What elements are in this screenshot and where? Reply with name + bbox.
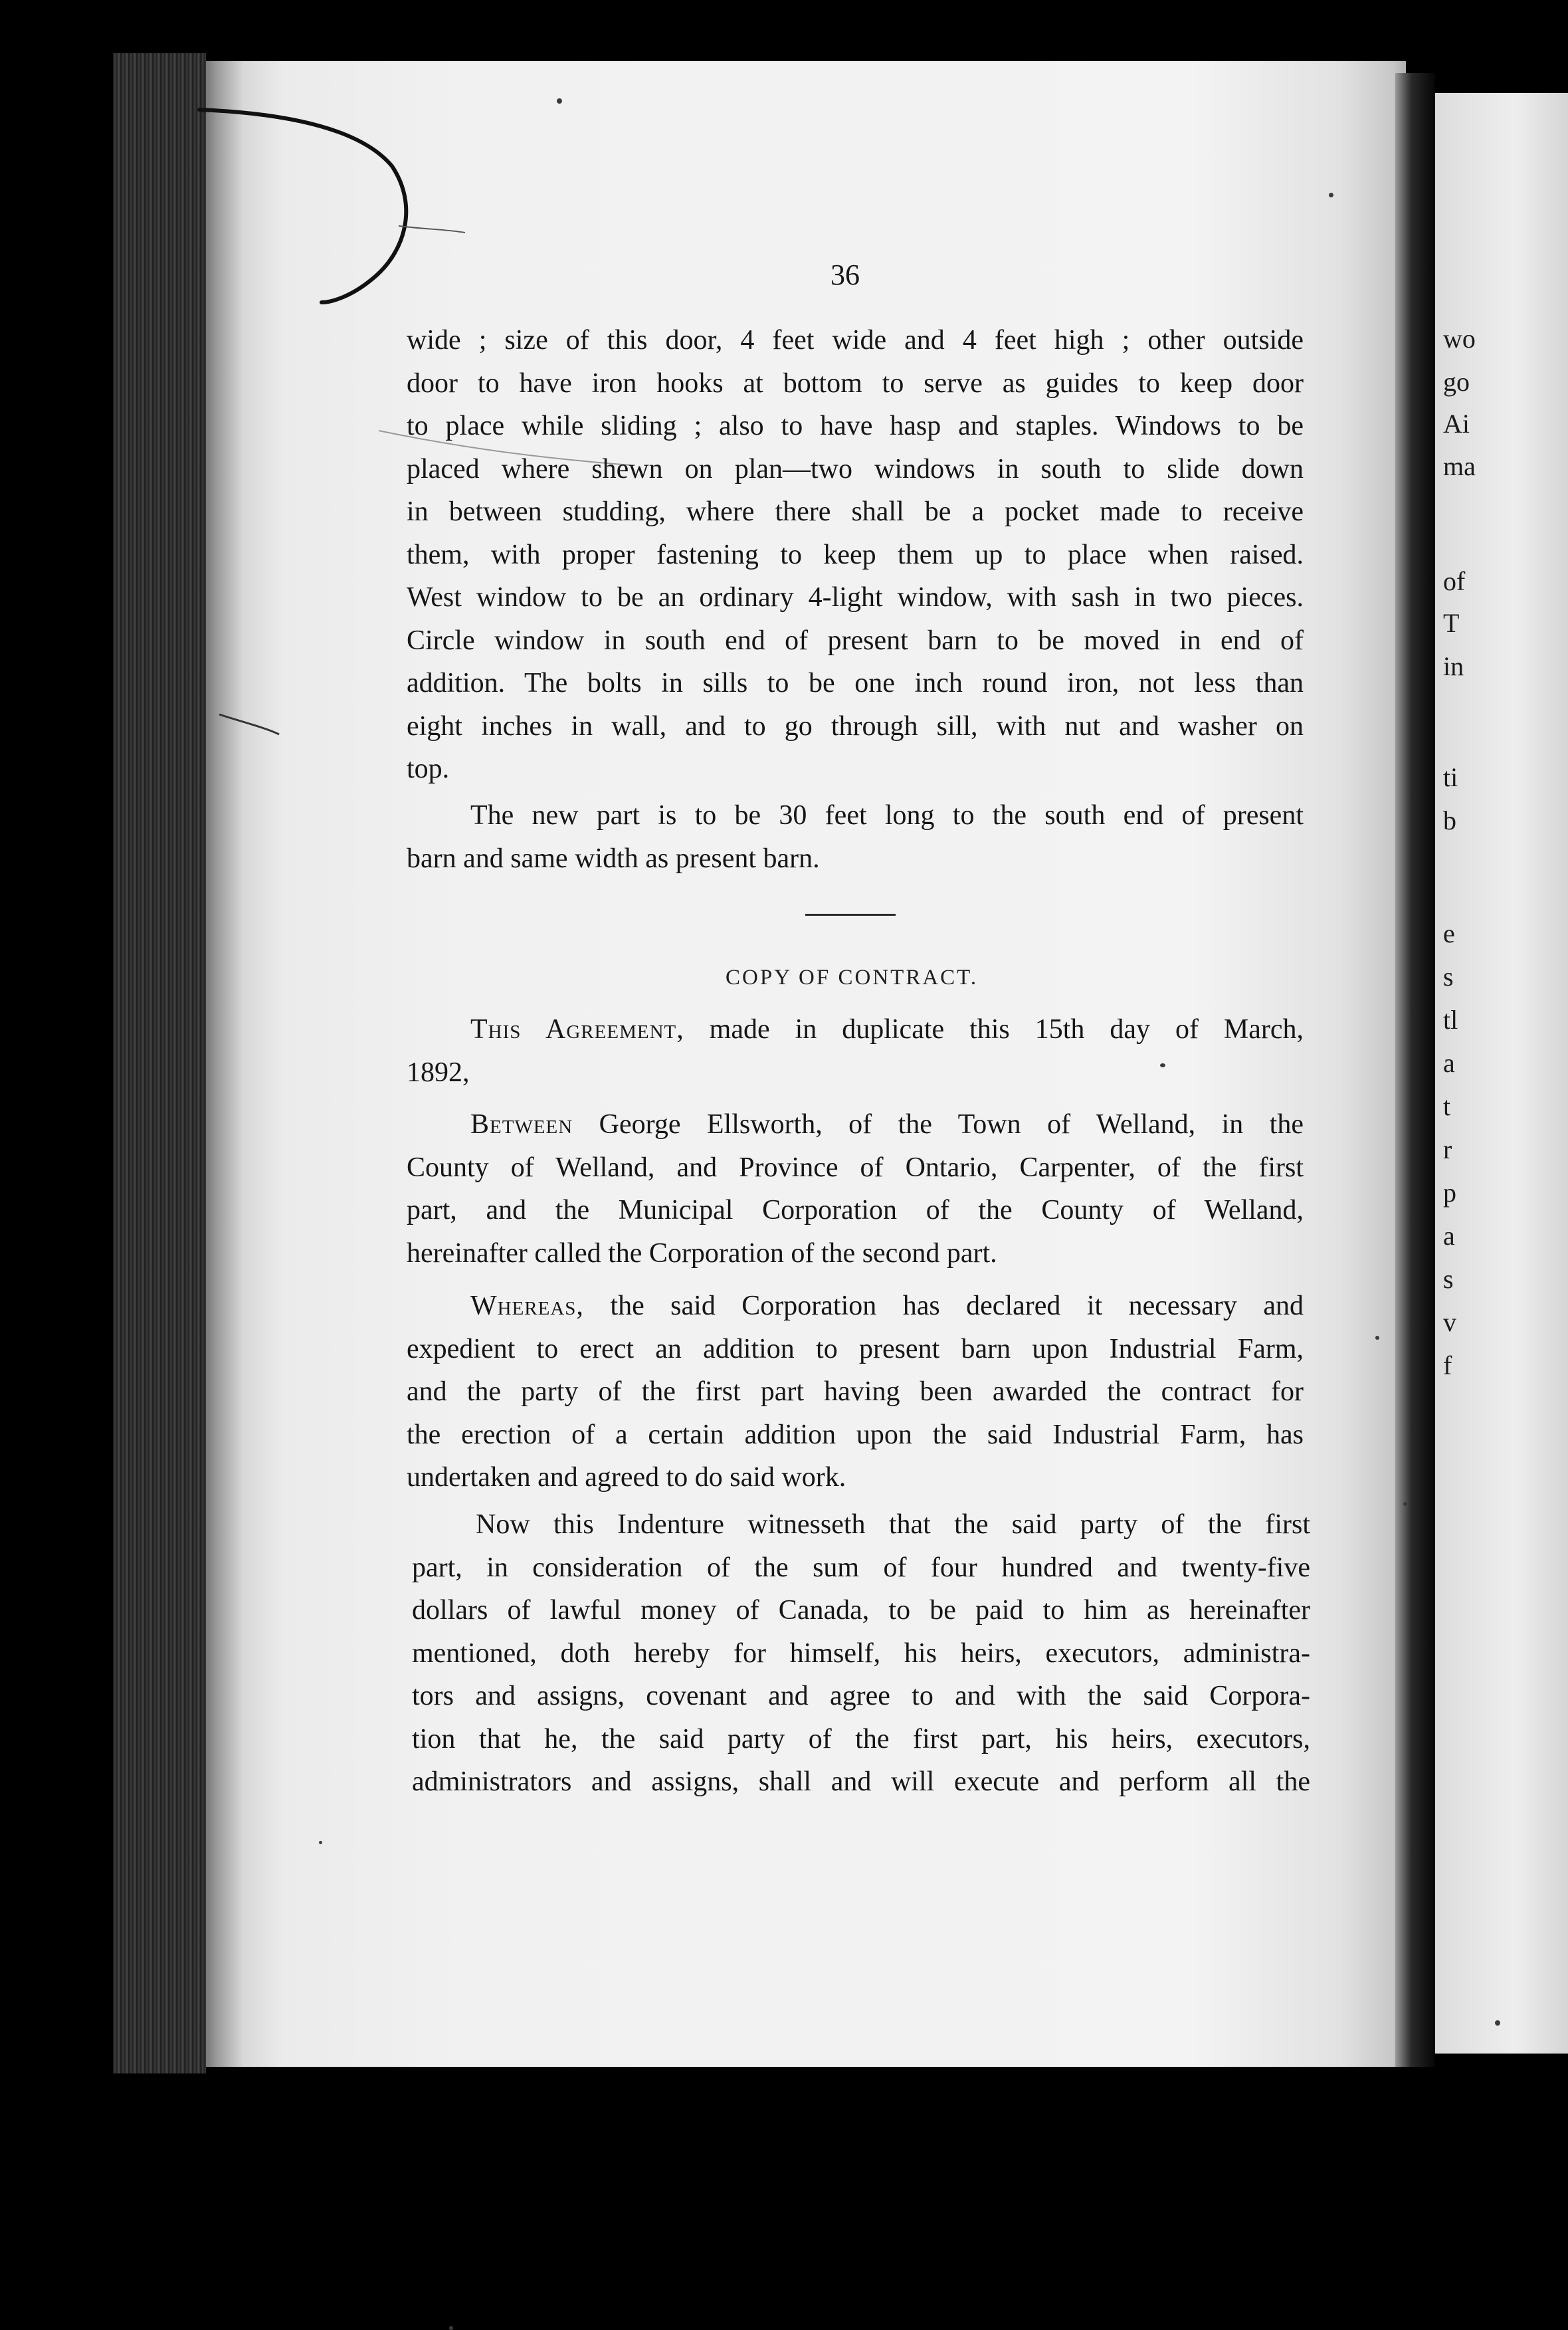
text-line: eight inches in wall, and to go through sill, with nut and washer on [407,710,1304,742]
between-paragraph [407,1103,1304,1275]
text-line: 1892, [407,1057,470,1088]
text-line: undertaken and agreed to do said work. [407,1462,846,1493]
text-line: expedient to erect an addition to present barn upon Industrial Farm, [407,1333,1304,1364]
section-heading: COPY OF CONTRACT. [726,966,979,990]
adjacent-page-fragment: s [1443,962,1454,992]
adjacent-page-fragment: T [1443,608,1460,638]
text-line: barn and same width as present barn. [407,843,820,874]
between-rest: George Ellsworth, of the Town of Welland, in the [573,1109,1304,1140]
specification-text [407,319,1304,791]
page-gutter [1395,73,1435,2067]
adjacent-page-fragment: in [1443,651,1464,681]
adjacent-page-fragment: v [1443,1307,1456,1337]
text-line [407,1008,1304,1051]
text-line: County of Welland, and Province of Ontario, Carpenter, of the first [407,1152,1304,1183]
agreement-paragraph [407,1008,1304,1094]
text-line: Now this Indenture witnesseth that the said party of the first [476,1509,1310,1540]
agreement-lead: This Agreement, [470,1014,684,1045]
text-line: and the party of the first part having been awarded the contract for [407,1376,1304,1407]
adjacent-page-fragment: b [1443,805,1456,835]
text-line: dollars of lawful money of Canada, to be paid to him as hereinafter [412,1595,1310,1626]
text-line: in between studding, where there shall be a pocket made to receive [407,496,1304,527]
adjacent-page-fragment: wo [1443,324,1476,354]
text-line: tors and assigns, covenant and agree to and with the said Corpora- [412,1681,1310,1711]
text-line: hereinafter called the Corporation of the second part. [407,1237,997,1269]
scan-speck [557,98,562,104]
adjacent-page-fragment: of [1443,566,1466,596]
page-binding-shadow [113,53,206,2073]
text-line: mentioned, doth hereby for himself, his heirs, executors, administra- [412,1638,1310,1669]
whereas-text [407,1285,1304,1499]
indenture-text [412,1503,1310,1804]
text-line: addition. The bolts in sills to be one inch round iron, not less than [407,668,1304,698]
text-line: The new part is to be 30 feet long to the south end of present [470,800,1304,831]
adjacent-page-fragment: a [1443,1221,1455,1251]
adjacent-page-fragment: a [1443,1048,1455,1078]
text-line: door to have iron hooks at bottom to serve as guides to keep door [407,368,1304,399]
adjacent-page-fragment: s [1443,1264,1454,1294]
text-line [407,1103,1304,1146]
page-number: 36 [831,259,860,291]
text-line: them, with proper fastening to keep them up to place when raised. [407,539,1304,570]
agreement-text [407,1008,1304,1094]
text-line: West window to be an ordinary 4-light window, with sash in two pieces. [407,582,1304,613]
whereas-rest: the said Corporation has declared it necessary and [583,1291,1304,1321]
text-line: part, and the Municipal Corporation of the County of Welland, [407,1195,1304,1225]
indenture-paragraph [412,1503,1310,1804]
adjacent-page-fragment: tl [1443,1005,1458,1035]
scan-speck [319,1841,322,1844]
text-line: administrators and assigns, shall and will execute and perform all the [412,1766,1310,1797]
scan-speck [449,2326,453,2330]
adjacent-page-fragment: e [1443,918,1455,948]
adjacent-page-fragment: p [1443,1178,1456,1208]
adjacent-page-fragment: ti [1443,762,1458,792]
between-lead: Between [470,1109,573,1140]
text-line [407,1285,1304,1328]
adjacent-page-fragment: Ai [1443,409,1470,439]
text-line: placed where shewn on plan—two windows in south to slide down [407,453,1304,484]
text-line: Circle window in south end of present barn to be moved in end of [407,625,1304,656]
between-text [407,1103,1304,1275]
whereas-lead: Whereas, [470,1291,584,1321]
scan-speck [1375,1336,1379,1340]
adjacent-page-fragment: r [1443,1134,1452,1164]
adjacent-page-fragment: ma [1443,451,1476,481]
text-line: the erection of a certain addition upon the said Industrial Farm, has [407,1419,1304,1450]
adjacent-page-fragment: t [1443,1091,1451,1121]
adjacent-page-fragment: go [1443,367,1470,397]
scan-speck [1495,2020,1500,2026]
adjacent-page-fragment: f [1443,1350,1452,1380]
text-line: to place while sliding ; also to have hasp and staples. Windows to be [407,411,1304,441]
text-line: wide ; size of this door, 4 feet wide and 4 feet high ; other outside [407,325,1304,356]
text-line: top. [407,754,450,784]
scan-speck [1403,1502,1407,1506]
scan-speck [1329,193,1333,197]
text-line: part, in consideration of the sum of four hundred and twenty-five [412,1552,1310,1583]
specification-paragraph [407,319,1304,791]
new-part-paragraph [407,794,1304,880]
new-part-text [407,794,1304,880]
text-line: tion that he, the said party of the first part, his heirs, executors, [412,1723,1310,1754]
agreement-rest: made in duplicate this 15th day of March, [684,1014,1304,1045]
whereas-paragraph [407,1285,1304,1499]
section-divider [805,914,896,916]
